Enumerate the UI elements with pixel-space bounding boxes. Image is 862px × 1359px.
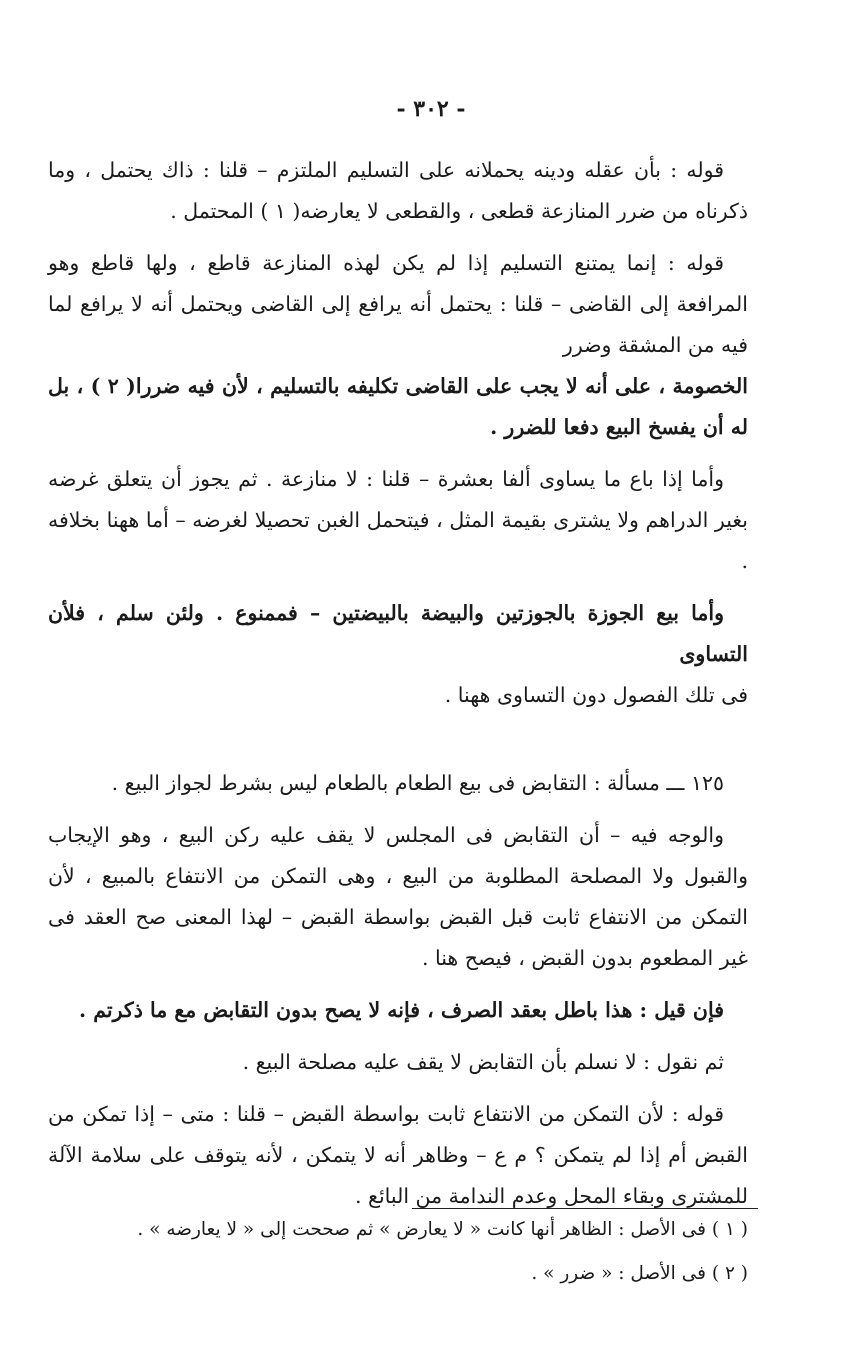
page-number: - ٣٠٢ - <box>396 96 466 122</box>
body-text <box>48 150 748 1228</box>
footnote: ( ١ ) فى الأصل : الظاهر أنها كانت « لا يعارض » ثم صححت إلى « لا يعارضه » . <box>137 1219 748 1240</box>
paragraph: فى تلك الفصول دون التساوى ههنا . <box>444 683 748 707</box>
paragraph: قوله : إنما يمتنع التسليم إذا لم يكن لهذه المنازعة قاطع ، ولها قاطع وهو المرافعة إلى القاضى – قلنا : يحتمل أنه يرافع إلى القاضى ويحتمل أنه لا يرافع لما فيه من المشقة وضرر <box>48 251 748 357</box>
paragraph: قوله : بأن عقله ودينه يحملانه على التسليم الملتزم – قلنا : ذاك يحتمل ، وما ذكرناه من ضرر المنازعة قطعى ، والقطعى لا يعارضه( ١ ) المحتمل . <box>48 158 748 223</box>
section-gap <box>48 727 748 763</box>
paragraph: وأما إذا باع ما يساوى ألفا بعشرة – قلنا : لا منازعة . ثم يجوز أن يتعلق غرضه بغير الدراهم ولا يشترى بقيمة المثل ، فيتحمل الغبن تحصيلا لغرضه – أما ههنا بخلافه . <box>48 467 748 573</box>
paragraph-bold: الخصومة ، على أنه لا يجب على القاضى تكليفه بالتسليم ، لأن فيه ضررا( ٢ ) ، بل له أن يفسخ البيع دفعا للضرر . <box>48 374 748 439</box>
paragraph: قوله : لأن التمكن من الانتفاع ثابت بواسطة القبض – قلنا : متى – إذا تمكن من القبض أم إذا لم يتمكن ؟ م ع – وظاهر أنه لا يتمكن ، لأنه يتوقف على سلامة الآلة للمشترى وبقاء المحل وعدم الندامة من البائع . <box>48 1102 748 1208</box>
issue-heading: ١٢٥ ـــ مسألة : التقابض فى بيع الطعام بالطعام ليس بشرط لجواز البيع . <box>111 771 724 795</box>
paragraph: والوجه فيه – أن التقابض فى المجلس لا يقف عليه ركن البيع ، وهو الإيجاب والقبول ولا المصلحة المطلوبة من البيع ، وهى التمكن من الانتفاع بالمبيع ، لأن التمكن من الانتفاع ثابت قبل القبض بواسطة القبض – لهذا المعنى صح العقد فى غير المطعوم بدون القبض ، فيصح هنا . <box>48 823 748 970</box>
paragraph-bold: وأما بيع الجوزة بالجوزتين والبيضة بالبيضتين – فممنوع . ولئن سلم ، فلأن التساوى <box>48 601 748 666</box>
footnotes <box>48 1208 748 1296</box>
paragraph: ثم نقول : لا نسلم بأن التقابض لا يقف عليه مصلحة البيع . <box>242 1050 724 1074</box>
footnote: ( ٢ ) فى الأصل : « ضرر » . <box>531 1263 748 1284</box>
paragraph-bold: فإن قيل : هذا باطل بعقد الصرف ، فإنه لا يصح بدون التقابض مع ما ذكرتم . <box>79 998 724 1022</box>
